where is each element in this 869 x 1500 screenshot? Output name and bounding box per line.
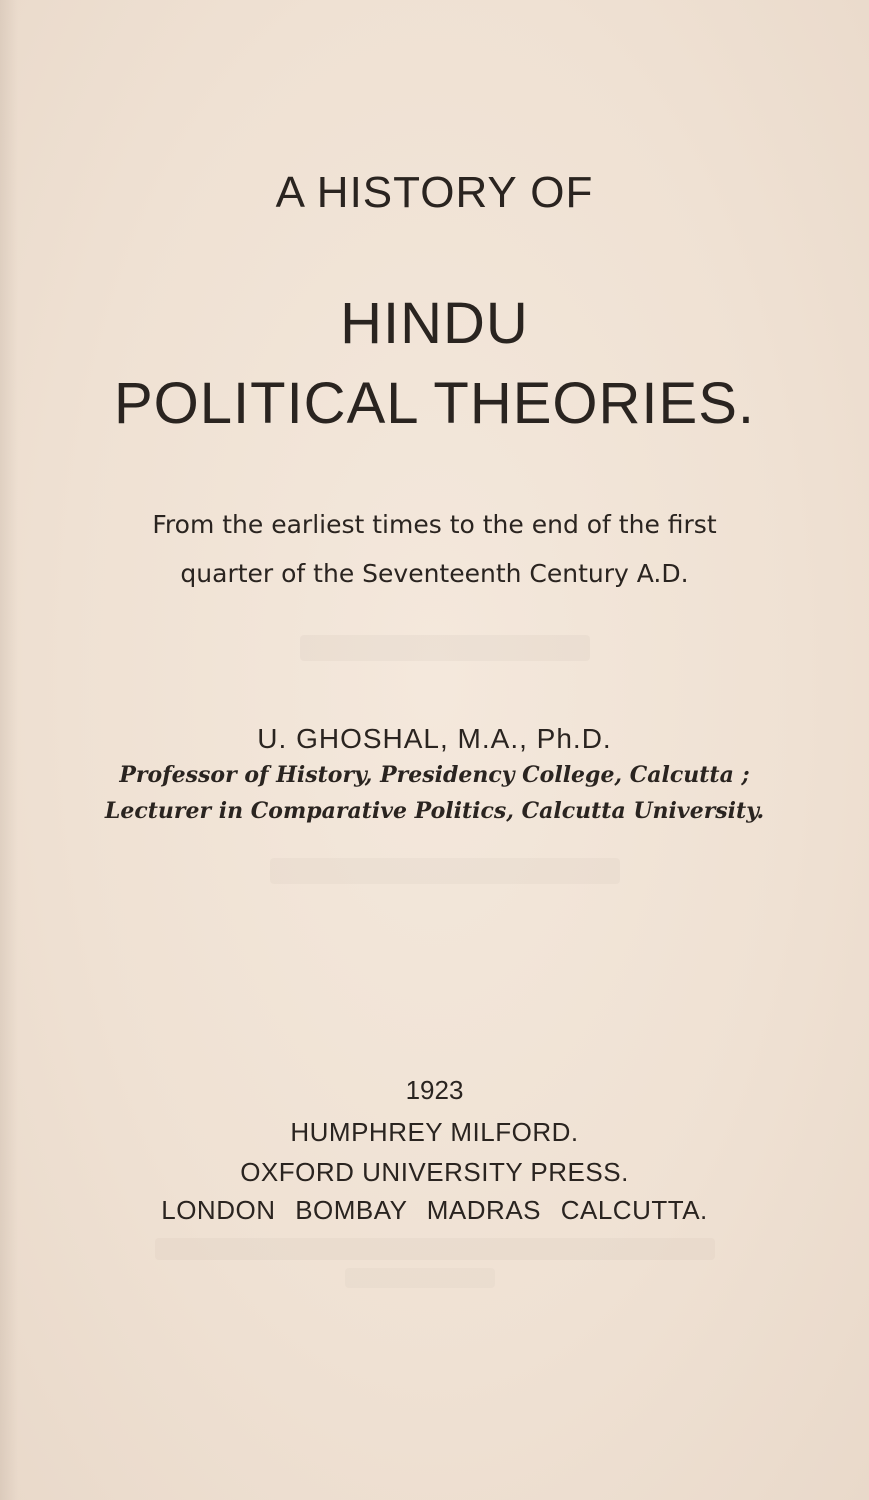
affiliation-line-2: Lecturer in Comparative Politics, Calcutta University. — [104, 798, 765, 824]
title-line-1: HINDU — [340, 291, 529, 356]
title-line-2: POLITICAL THEORIES. — [113, 371, 756, 436]
show-through-smudge — [345, 1268, 495, 1288]
affiliation-line-1: Professor of History, Presidency College, Calcutta ; — [119, 762, 750, 788]
pretitle: A HISTORY OF — [275, 168, 594, 217]
author: U. GHOSHAL, M.A., Ph.D. — [257, 723, 612, 754]
subtitle-line-1: From the earliest times to the end of the first — [152, 510, 717, 539]
publisher-cities: LONDON BOMBAY MADRAS CALCUTTA. — [161, 1195, 708, 1225]
subtitle-line-2: quarter of the Seventeenth Century A.D. — [180, 559, 689, 588]
publisher-line-2: OXFORD UNIVERSITY PRESS. — [240, 1157, 629, 1187]
publisher-line-1: HUMPHREY MILFORD. — [290, 1117, 579, 1147]
page-gutter-shadow — [0, 0, 18, 1500]
publication-year: 1923 — [405, 1075, 464, 1105]
show-through-smudge — [270, 858, 620, 884]
show-through-smudge — [155, 1238, 715, 1260]
show-through-smudge — [300, 635, 590, 661]
